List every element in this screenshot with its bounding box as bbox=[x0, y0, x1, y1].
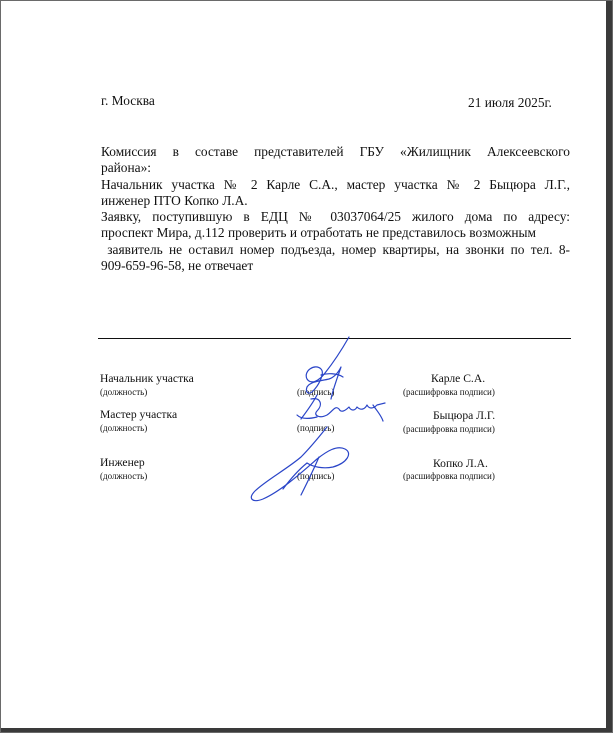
body-line: Заявку, поступившую в ЕДЦ № 03037064/25 жилого дома по адресу: bbox=[101, 209, 570, 225]
body-line: инженер ПТО Копко Л.А. bbox=[101, 192, 248, 208]
signature-caption: (подпись) bbox=[297, 423, 335, 433]
signature-karle bbox=[306, 337, 349, 399]
position-caption: (должность) bbox=[100, 471, 148, 481]
body-line: заявитель не оставил номер подъезда, номер квартиры, на звонки по тел. 8- bbox=[101, 241, 570, 257]
name-caption: (расшифровка подписи) bbox=[403, 387, 495, 397]
name-caption: (расшифровка подписи) bbox=[403, 424, 495, 434]
handwritten-signatures bbox=[1, 1, 613, 734]
name-caption: (расшифровка подписи) bbox=[403, 471, 495, 481]
position-caption: (должность) bbox=[100, 387, 148, 397]
signature-caption: (подпись) bbox=[297, 471, 335, 481]
document-date: 21 июля 2025г. bbox=[468, 95, 552, 110]
body-line: Комиссия в составе представителей ГБУ «Жилищник Алексеевского bbox=[101, 144, 570, 159]
body-line: района»: bbox=[101, 160, 152, 176]
signer-name: Копко Л.А. bbox=[433, 457, 488, 470]
signer-name: Быцюра Л.Г. bbox=[433, 409, 496, 422]
signer-position: Начальник участка bbox=[100, 372, 194, 385]
signer-name: Карле С.А. bbox=[431, 372, 486, 385]
signer-position: Мастер участка bbox=[100, 408, 178, 421]
city-label: г. Москва bbox=[101, 93, 155, 108]
signature-bytsyura bbox=[301, 395, 385, 421]
signature-caption: (подпись) bbox=[297, 387, 335, 397]
position-caption: (должность) bbox=[100, 423, 148, 433]
signer-position: Инженер bbox=[100, 456, 145, 469]
body-line: проспект Мира, д.112 проверить и отработать не представилось возможным bbox=[101, 225, 536, 241]
signature-kopko bbox=[251, 427, 348, 501]
body-line: Начальник участка № 2 Карле С.А., мастер участка № 2 Быцюра Л.Г., bbox=[101, 176, 570, 192]
body-line: 909-659-96-58, не отвечает bbox=[101, 258, 254, 274]
